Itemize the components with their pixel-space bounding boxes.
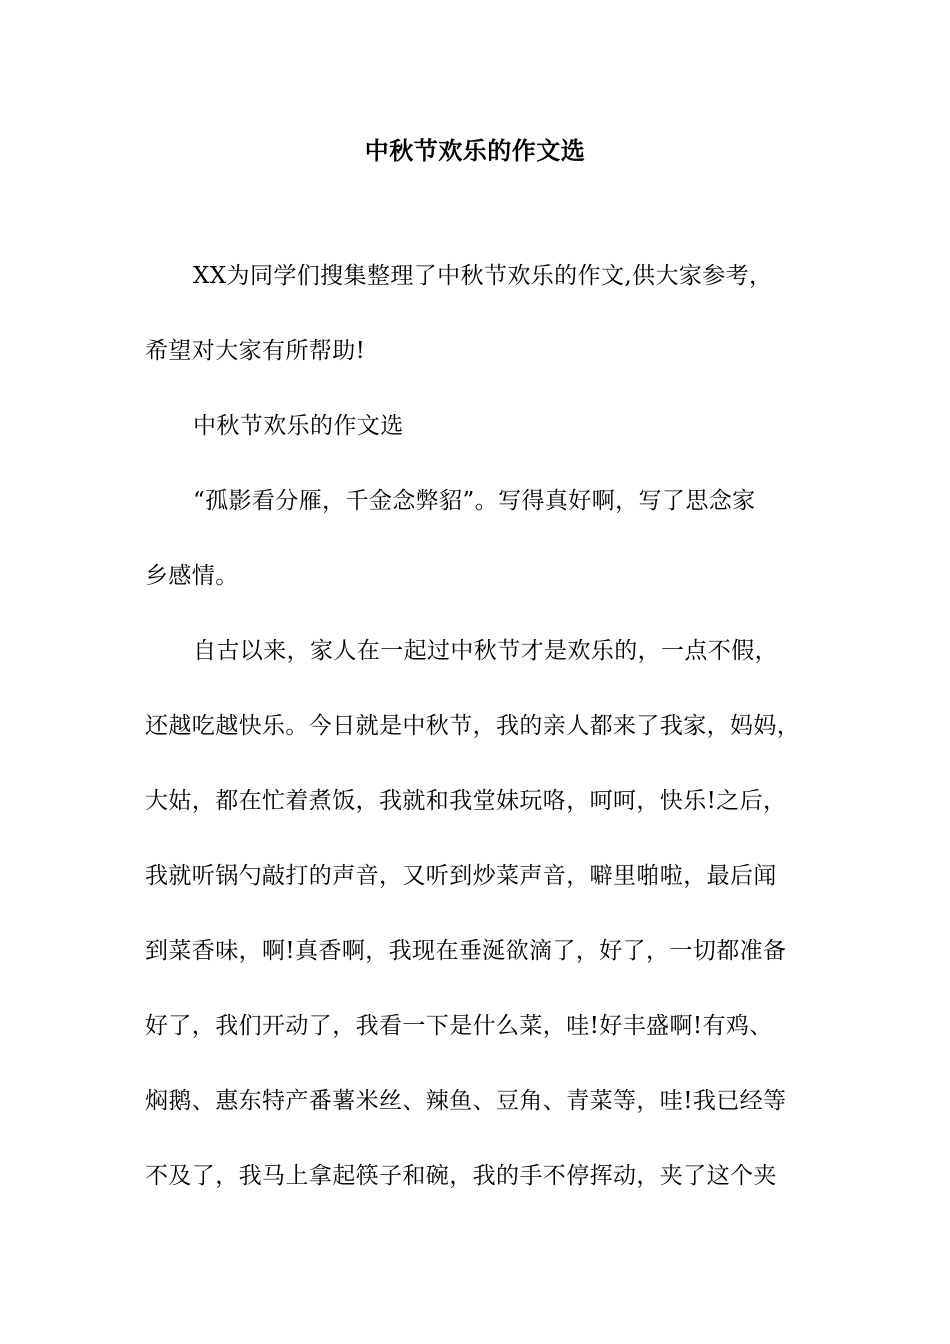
paragraph-line: 自古以来，家人在一起过中秋节才是欢乐的，一点不假， bbox=[193, 638, 778, 664]
paragraph-line: 还越吃越快乐。今日就是中秋节，我的亲人都来了我家，妈妈， bbox=[145, 713, 801, 739]
paragraph-line: 好了，我们开动了，我看一下是什么菜，哇!好丰盛啊!有鸡、 bbox=[145, 1013, 773, 1039]
document-title: 中秋节欢乐的作文选 bbox=[364, 136, 586, 165]
paragraph-line: 焖鹅、惠东特产番薯米丝、辣鱼、豆角、青菜等，哇!我已经等 bbox=[145, 1088, 787, 1114]
section-heading: 中秋节欢乐的作文选 bbox=[193, 413, 404, 439]
paragraph-line: 乡感情。 bbox=[145, 563, 239, 589]
paragraph-line: XX为同学们搜集整理了中秋节欢乐的作文,供大家参考， bbox=[193, 263, 773, 289]
paragraph-line: 大姑，都在忙着煮饭，我就和我堂妹玩咯，呵呵，快乐!之后， bbox=[145, 788, 787, 814]
paragraph-line: 到菜香味，啊!真香啊，我现在垂涎欲滴了，好了，一切都准备 bbox=[145, 938, 787, 964]
paragraph-line: 不及了，我马上拿起筷子和碗，我的手不停挥动，夹了这个夹 bbox=[145, 1163, 777, 1189]
paragraph-line: 希望对大家有所帮助! bbox=[145, 338, 366, 364]
paragraph-line: 我就听锅勺敲打的声音，又听到炒菜声音，噼里啪啦，最后闻 bbox=[145, 863, 777, 889]
paragraph-line: “孤影看分雁，千金念弊貂”。写得真好啊，写了思念家 bbox=[193, 488, 756, 514]
